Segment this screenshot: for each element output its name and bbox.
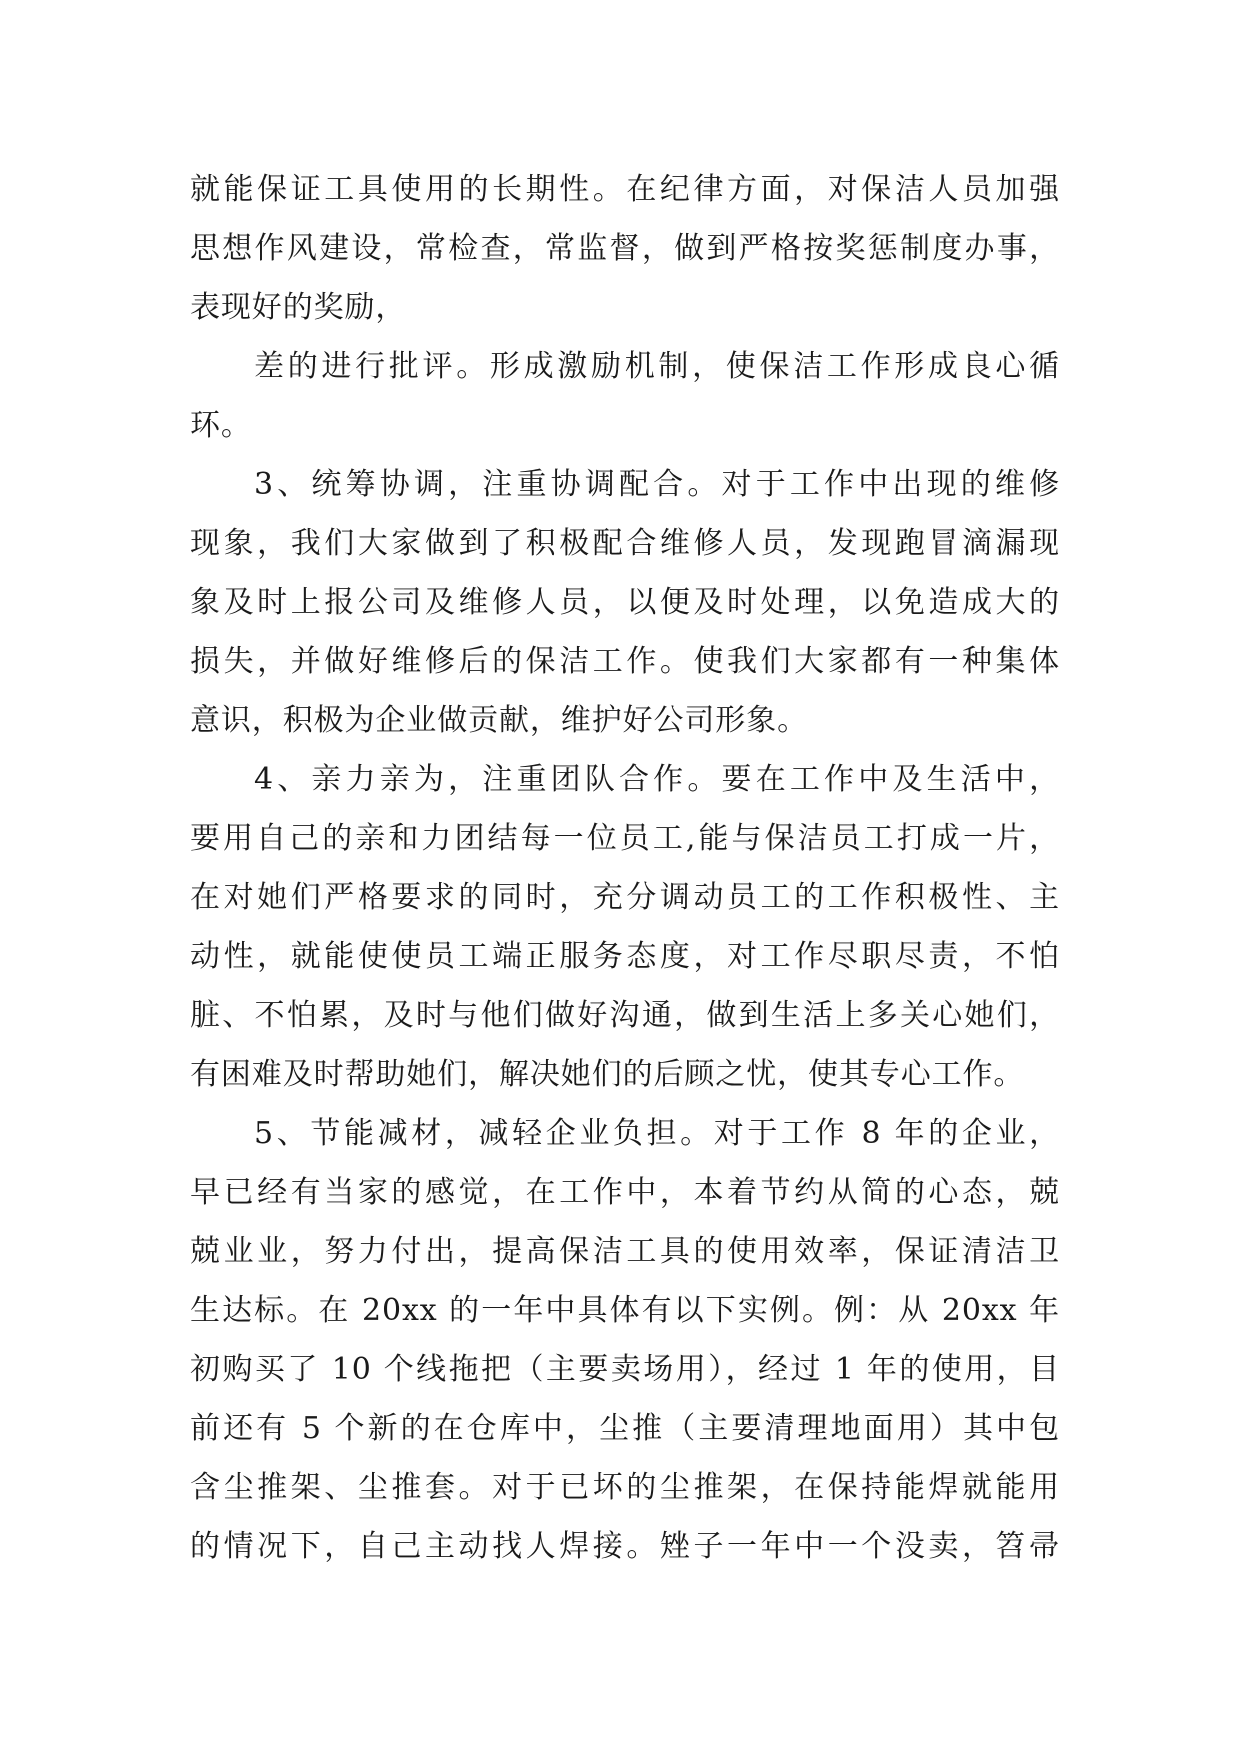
- text-line: 脏、不怕累，及时与他们做好沟通，做到生活上多关心她们，: [190, 998, 1060, 1033]
- text-line: 初购买了 10 个线拖把（主要卖场用），经过 1 年的使用，目: [190, 1352, 1060, 1387]
- text-line: 差的进行批评。形成激励机制，使保洁工作形成良心循: [254, 349, 1060, 384]
- text-line: 早已经有当家的感觉，在工作中，本着节约从简的心态，兢: [190, 1175, 1060, 1210]
- text-line: 象及时上报公司及维修人员，以便及时处理，以免造成大的: [190, 585, 1060, 620]
- text-line: 前还有 5 个新的在仓库中，尘推（主要清理地面用）其中包: [190, 1411, 1060, 1446]
- text-line: 在对她们严格要求的同时，充分调动员工的工作积极性、主: [190, 880, 1060, 915]
- document-body: [190, 160, 1060, 1576]
- text-line: 意识，积极为企业做贡献，维护好公司形象。: [190, 703, 808, 738]
- text-line: 的情况下，自己主动找人焊接。矬子一年中一个没卖，笤帚: [190, 1529, 1060, 1564]
- text-line: 兢业业，努力付出，提高保洁工具的使用效率，保证清洁卫: [190, 1234, 1060, 1269]
- text-line: 现象，我们大家做到了积极配合维修人员，发现跑冒滴漏现: [190, 526, 1060, 561]
- text-line: 思想作风建设，常检查，常监督，做到严格按奖惩制度办事，: [190, 231, 1060, 266]
- text-line: 3、统筹协调，注重协调配合。对于工作中出现的维修: [254, 467, 1060, 502]
- text-line: 动性，就能使使员工端正服务态度，对工作尽职尽责，不怕: [190, 939, 1060, 974]
- text-line: 4、亲力亲为，注重团队合作。要在工作中及生活中，: [254, 762, 1060, 797]
- text-line: 生达标。在 20xx 的一年中具体有以下实例。例：从 20xx 年: [190, 1293, 1060, 1328]
- text-line: 有困难及时帮助她们，解决她们的后顾之忧，使其专心工作。: [190, 1057, 1025, 1092]
- text-line: 环。: [190, 408, 252, 443]
- text-line: 损失，并做好维修后的保洁工作。使我们大家都有一种集体: [190, 644, 1060, 679]
- text-line: 要用自己的亲和力团结每一位员工,能与保洁员工打成一片，: [190, 821, 1060, 856]
- text-line: 表现好的奖励，: [190, 290, 407, 325]
- text-line: 含尘推架、尘推套。对于已坏的尘推架，在保持能焊就能用: [190, 1470, 1060, 1505]
- text-line: 就能保证工具使用的长期性。在纪律方面，对保洁人员加强: [190, 172, 1060, 207]
- text-line: 5、节能减材，减轻企业负担。对于工作 8 年的企业，: [254, 1116, 1060, 1151]
